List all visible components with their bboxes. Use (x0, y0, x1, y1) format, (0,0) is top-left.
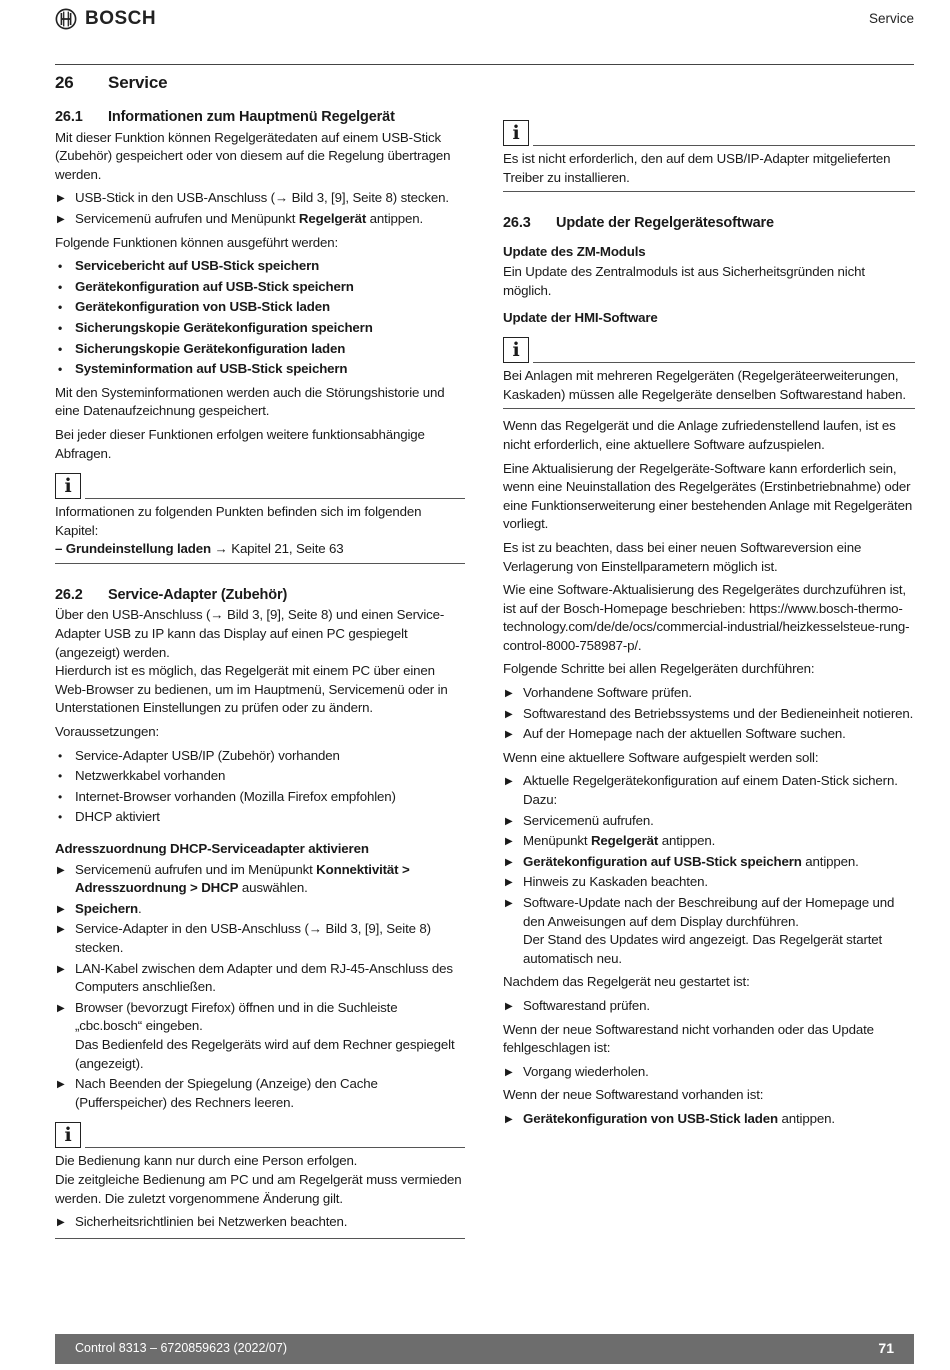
step-item: ▶ Softwarestand prüfen. (503, 997, 915, 1016)
section-heading-26-2 (55, 586, 465, 605)
section-title: Informationen zum Hauptmenü Regelgerät (108, 109, 395, 125)
paragraph: Eine Aktualisierung der Regelgeräte-Software kann erforderlich sein, wenn eine Neuinstallation des Regelgerätes (Erstinbetriebnahme) oder eine Funktionserweiterung einer bestehenden Anlage mit Regelgeräten vorliegt. (503, 460, 913, 532)
list-item: • Gerätekonfiguration von USB-Stick laden (55, 298, 465, 317)
step-item: ▶ Sicherheitsrichtlinien bei Netzwerken beachten. (55, 1213, 465, 1232)
step-item: ▶ USB-Stick in den USB-Anschluss (→ Bild 3, [9], Seite 8) stecken. (55, 189, 465, 208)
chapter-number: 26 (55, 72, 74, 92)
info-icon: i (503, 337, 529, 363)
section-label: Service (868, 11, 914, 26)
paragraph: Wenn der neue Softwarestand nicht vorhanden oder das Update fehlgeschlagen ist: (503, 1021, 874, 1056)
bosch-logo (55, 8, 156, 30)
info-text: Es ist nicht erforderlich, den auf dem USB/IP-Adapter mitgelieferten Treiber zu installieren. (503, 151, 891, 185)
list-item: • Internet-Browser vorhanden (Mozilla Firefox empfohlen) (55, 788, 465, 807)
step-list (55, 861, 465, 1113)
step-list (503, 772, 915, 968)
paragraph: Folgende Schritte bei allen Regelgeräten durchführen: (503, 661, 815, 677)
list-item: • Systeminformation auf USB-Stick speichern (55, 360, 465, 379)
subheading: Update des ZM-Moduls (503, 243, 646, 259)
step-item: ▶ Gerätekonfiguration von USB-Stick laden antippen. (503, 1110, 915, 1129)
paragraph: Mit den Systeminformationen werden auch die Störungshistorie und eine Datenaufzeichnung gespeichert. (55, 384, 445, 419)
step-item: ▶ Aktuelle Regelgerätekonfiguration auf einem Daten-Stick sichern. Dazu: (503, 772, 915, 809)
subheading: Adresszuordnung DHCP-Serviceadapter aktivieren (55, 841, 369, 856)
document-id: Control 8313 – 6720859623 (2022/07) (75, 1341, 287, 1355)
paragraph: Wenn der neue Softwarestand vorhanden ist: (503, 1087, 764, 1103)
paragraph: Ein Update des Zentralmoduls ist aus Sicherheitsgründen nicht möglich. (503, 264, 865, 298)
list-item: • Service-Adapter USB/IP (Zubehör) vorhanden (55, 747, 465, 766)
step-item: ▶ Auf der Homepage nach der aktuellen Software suchen. (503, 725, 915, 744)
header-divider (55, 64, 914, 65)
requirements-list (55, 747, 465, 827)
info-box (55, 1118, 465, 1238)
step-list (55, 189, 465, 228)
info-box (503, 333, 915, 409)
info-box (55, 469, 465, 564)
paragraph: Hierdurch ist es möglich, das Regelgerät mit einem PC über einen Web-Browser zu bedienen, um im Hauptmenü, Servicemenü oder in Unterstationen Einstellungen zu prüfen oder zu ändern. (55, 663, 448, 716)
subheading: Update der HMI-Software (503, 309, 658, 325)
info-box (503, 116, 915, 192)
section-number: 26.2 (55, 586, 83, 603)
step-list (503, 997, 915, 1016)
function-list (55, 257, 465, 379)
step-item: ▶ Software-Update nach der Beschreibung auf der Homepage und den Anweisungen auf dem Display durchführen. Der Stand des Updates wird angezeigt. Das Regelgerät startet automatisch neu. (503, 894, 915, 968)
step-list (503, 1063, 915, 1082)
step-item: ▶ Menüpunkt Regelgerät antippen. (503, 832, 915, 851)
left-column (55, 72, 465, 1247)
paragraph: Wenn eine aktuellere Software aufgespielt werden soll: (503, 749, 819, 765)
step-item: ▶ LAN-Kabel zwischen dem Adapter und dem RJ-45-Anschluss des Computers anschließen. (55, 960, 465, 997)
chapter-heading (55, 72, 465, 94)
right-column (503, 116, 915, 1134)
list-item: • Gerätekonfiguration auf USB-Stick speichern (55, 278, 465, 297)
step-item: ▶ Vorgang wiederholen. (503, 1063, 915, 1082)
list-item: • Sicherungskopie Gerätekonfiguration laden (55, 340, 465, 359)
paragraph: Folgende Funktionen können ausgeführt werden: (55, 234, 339, 250)
step-list (503, 1110, 915, 1129)
paragraph: Über den USB-Anschluss (→ Bild 3, [9], Seite 8) und einen Service-Adapter USB zu IP kann das Display auf einen PC gespiegelt (angezeigt) werden. (55, 607, 445, 660)
step-item: ▶ Browser (bevorzugt Firefox) öffnen und in die Suchleiste „cbc.bosch“ eingeben. Das Bedienfeld des Regelgeräts wird auf dem Rechner gespiegelt (angezeigt). (55, 999, 465, 1073)
page-footer (55, 1334, 914, 1364)
chapter-title: Service (108, 72, 168, 92)
brand-name: BOSCH (85, 8, 157, 29)
step-list (503, 684, 915, 744)
paragraph: Mit dieser Funktion können Regelgerätedaten auf einem USB-Stick (Zubehör) gespeichert oder von diesem auf die Regelung übertragen werden. (55, 129, 451, 182)
info-reference: – Grundeinstellung laden → Kapitel 21, Seite 63 (55, 541, 344, 557)
paragraph: Nachdem das Regelgerät neu gestartet ist: (503, 974, 750, 990)
paragraph: Wenn das Regelgerät und die Anlage zufriedenstellend laufen, ist es nicht erforderlich, eine aktuellere Software aufzuspielen. (503, 418, 896, 452)
step-item: ▶ Servicemenü aufrufen. (503, 812, 915, 831)
list-item: • Servicebericht auf USB-Stick speichern (55, 257, 465, 276)
paragraph: Es ist zu beachten, dass bei einer neuen Softwareversion eine Verlagerung von Einstellparametern möglich ist. (503, 539, 862, 574)
step-item: ▶ Vorhandene Software prüfen. (503, 684, 915, 703)
paragraph: Voraussetzungen: (55, 724, 160, 740)
section-heading-26-1 (55, 108, 465, 127)
step-item: ▶ Softwarestand des Betriebssystems und der Bedieneinheit notieren. (503, 705, 915, 724)
page-header (0, 0, 950, 66)
step-item: ▶ Servicemenü aufrufen und Menüpunkt Regelgerät antippen. (55, 210, 465, 229)
info-icon: i (55, 473, 81, 499)
paragraph: Wie eine Software-Aktualisierung des Regelgerätes durchzuführen ist, ist auf der Bosch-Homepage beschrieben: https://www.bosch-thermo-technology.com/de/de/ocs/commercial-industrial/heizkesselsteue-rung-control-8000-758987-p/. (503, 582, 910, 653)
section-title: Service-Adapter (Zubehör) (108, 586, 288, 603)
section-number: 26.1 (55, 109, 83, 125)
step-item: ▶ Nach Beenden der Spiegelung (Anzeige) den Cache (Pufferspeicher) des Rechners leeren. (55, 1075, 465, 1112)
section-heading-26-3 (503, 214, 915, 233)
step-item: ▶ Servicemenü aufrufen und im Menüpunkt Konnektivität > Adresszuordnung > DHCP auswählen. (55, 861, 465, 898)
info-text: Die Bedienung kann nur durch eine Person erfolgen. (55, 1153, 358, 1169)
step-item: ▶ Speichern. (55, 900, 465, 919)
list-item: • DHCP aktiviert (55, 808, 465, 827)
page-number: 71 (878, 1340, 894, 1356)
section-title: Update der Regelgerätesoftware (556, 215, 774, 232)
step-item: ▶ Gerätekonfiguration auf USB-Stick speichern antippen. (503, 853, 915, 872)
info-text: Bei Anlagen mit mehreren Regelgeräten (Regelgeräteerweiterungen, Kaskaden) müssen alle Regelgeräte denselben Softwarestand haben. (503, 368, 906, 402)
info-icon: i (503, 120, 529, 146)
bosch-armature-icon (55, 8, 77, 30)
section-number: 26.3 (503, 215, 531, 232)
info-text: Informationen zu folgenden Punkten befinden sich im folgenden Kapitel: (55, 504, 422, 538)
step-item: ▶ Hinweis zu Kaskaden beachten. (503, 873, 915, 892)
step-item: ▶ Service-Adapter in den USB-Anschluss (→ Bild 3, [9], Seite 8) stecken. (55, 920, 465, 957)
paragraph: Bei jeder dieser Funktionen erfolgen weitere funktionsabhängige Abfragen. (55, 426, 425, 461)
info-text: Die zeitgleiche Bedienung am PC und am Regelgerät muss vermieden werden. Die zuletzt vorgenommene Änderung gilt. (55, 1171, 462, 1206)
list-item: • Sicherungskopie Gerätekonfiguration speichern (55, 319, 465, 338)
list-item: • Netzwerkkabel vorhanden (55, 767, 465, 786)
info-icon: i (55, 1122, 81, 1148)
